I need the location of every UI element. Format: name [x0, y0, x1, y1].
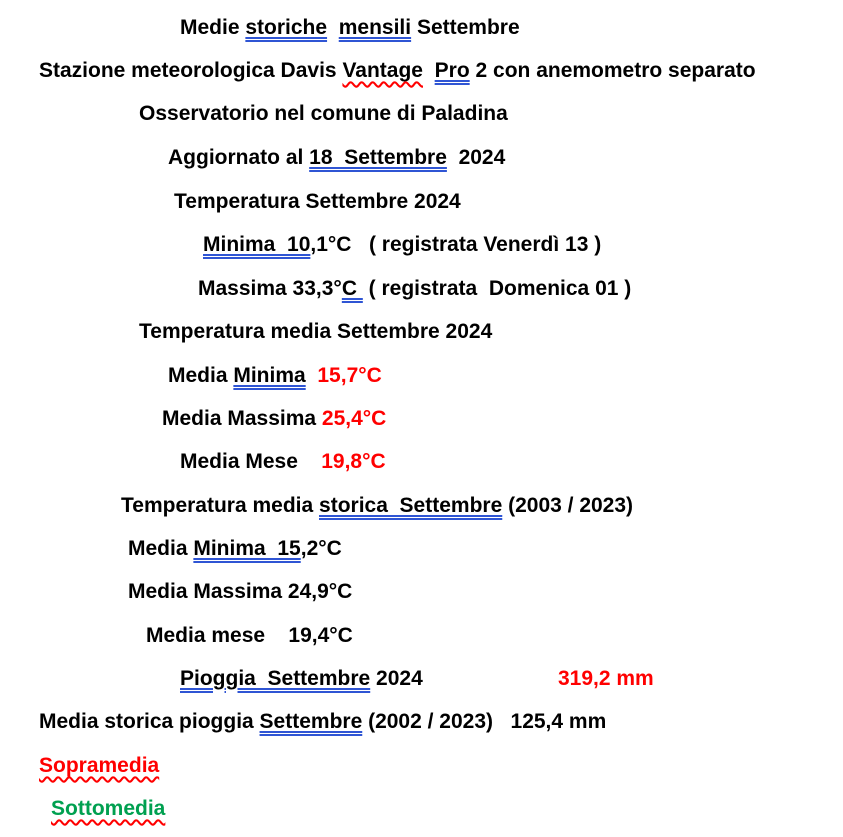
legend-sottomedia: Sottomedia: [51, 797, 166, 820]
media-minima-value: 15,7°C: [317, 364, 382, 387]
media-massima-value: 25,4°C: [321, 407, 387, 430]
updated-line: Aggiornato al 18 Settembre 2024: [168, 146, 506, 169]
minima-line: Minima 10,1°C ( registrata Venerdì 13 ): [203, 233, 602, 256]
media-minima-line: Media Minima 15,7°C: [168, 364, 382, 387]
temp-section-heading: Temperatura Settembre 2024: [174, 190, 461, 213]
legend-sopramedia: Sopramedia: [39, 754, 160, 777]
observatory-line: Osservatorio nel comune di Paladina: [139, 102, 508, 125]
rain-historical-line: Media storica pioggia Settembre (2002 / 2023) 125,4 mm: [39, 710, 607, 733]
page-title: Medie storiche mensili Settembre: [180, 16, 520, 39]
storica-minima-line: Media Minima 15,2°C: [128, 537, 342, 560]
media-mese-value: 19,8°C: [321, 450, 386, 473]
storica-heading: Temperatura media storica Settembre (2003 / 2023): [121, 494, 634, 517]
media-massima-line: Media Massima 25,4°C: [162, 407, 387, 430]
massima-line: Massima 33,3°C ( registrata Domenica 01 ): [198, 277, 632, 300]
rain-line: Pioggia Settembre 2024: [180, 667, 423, 690]
station-line: Stazione meteorologica Davis Vantage Pro 2 con anemometro separato: [39, 59, 756, 82]
storica-mese-line: Media mese 19,4°C: [146, 624, 353, 647]
temp-media-heading: Temperatura media Settembre 2024: [139, 320, 493, 343]
media-mese-line: Media Mese 19,8°C: [180, 450, 386, 473]
storica-massima-line: Media Massima 24,9°C: [128, 580, 353, 603]
rain-value: 319,2 mm: [558, 667, 654, 690]
